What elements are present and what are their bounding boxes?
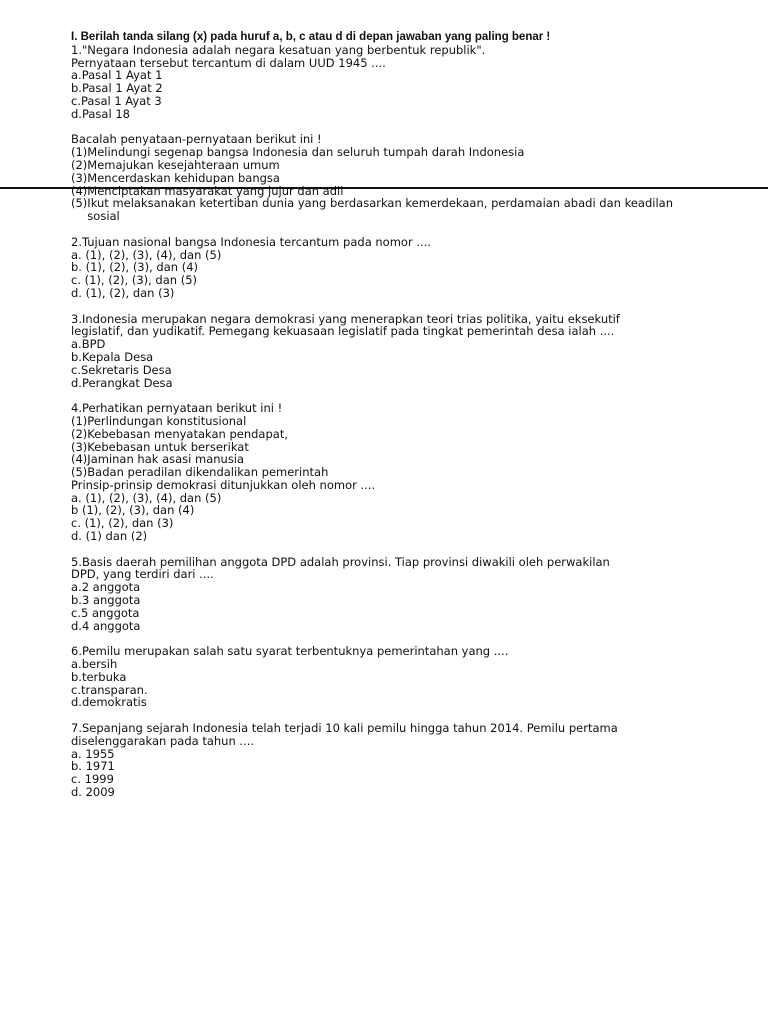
option-row[interactable] (71, 338, 691, 351)
statement-mark: (4) (71, 452, 88, 467)
question-3-number: 3. (71, 311, 82, 326)
option-mark: d. (71, 695, 82, 710)
statement-text: Kebebasan untuk berserikat (87, 439, 249, 454)
statement-mark: (3) (71, 439, 88, 454)
option-mark: c. (71, 605, 81, 620)
question-5-text-2: DPD, yang terdiri dari .... (71, 567, 214, 582)
option-row[interactable] (71, 671, 691, 684)
option-row[interactable]: c. (1), (2), dan (3) (71, 516, 174, 531)
option-row[interactable] (71, 69, 691, 82)
statement-text: Badan peradilan dikendalikan pemerintah (87, 465, 329, 480)
option-row[interactable] (71, 658, 691, 671)
option-text: 2 anggota (81, 580, 141, 595)
option-row[interactable] (71, 594, 691, 607)
option-row[interactable] (71, 696, 691, 709)
statement-text: Mencerdaskan kehidupan bangsa (87, 170, 280, 185)
spacer (71, 543, 691, 556)
option-row[interactable]: a. (1), (2), (3), (4), dan (5) (71, 490, 222, 505)
question-1-number: 1. (71, 42, 82, 57)
option-row[interactable] (71, 351, 691, 364)
option-row[interactable]: a. 1955 (71, 746, 115, 761)
question-1-text-2: Pernyataan tersebut tercantum di dalam UUD 1945 .... (71, 55, 386, 70)
option-mark: c. (71, 93, 81, 108)
statement-mark: (3) (71, 170, 88, 185)
question-7 (71, 722, 691, 735)
option-row[interactable]: d. (1), (2), dan (3) (71, 285, 175, 300)
option-text: transparan. (80, 682, 148, 697)
option-text: Sekretaris Desa (80, 362, 172, 377)
question-7-number: 7. (71, 721, 82, 736)
option-mark: b. (71, 349, 82, 364)
statement-text: Perlindungan konstitusional (87, 413, 247, 428)
question-4 (71, 402, 691, 415)
question-6-text: Pemilu merupakan salah satu syarat terbentuknya pemerintahan yang .... (81, 644, 509, 659)
statement-text: Melindungi segenap bangsa Indonesia dan seluruh tumpah darah Indonesia (87, 145, 525, 160)
option-text: 3 anggota (81, 593, 141, 608)
option-row[interactable]: a. (1), (2), (3), (4), dan (5) (71, 247, 222, 262)
question-5-number: 5. (71, 554, 82, 569)
question-1-text: "Negara Indonesia adalah negara kesatuan yang berbentuk republik". (81, 42, 486, 57)
statement-mark: (5) (71, 465, 88, 480)
passage-intro: Bacalah penyataan-pernyataan berikut ini ! (71, 132, 322, 147)
option-mark: c. (71, 362, 81, 377)
option-text: 4 anggota (81, 618, 141, 633)
option-row[interactable] (71, 377, 691, 390)
option-row[interactable]: b. 1971 (71, 759, 115, 774)
statement-item (71, 428, 691, 441)
option-row[interactable]: d. 2009 (71, 785, 115, 800)
question-2-number: 2. (71, 234, 82, 249)
option-row[interactable] (71, 82, 691, 95)
option-mark: d. (71, 618, 82, 633)
option-mark: b. (71, 669, 82, 684)
question-7-text-2: diselenggarakan pada tahun .... (71, 733, 255, 748)
question-4-text: Perhatikan pernyataan berikut ini ! (81, 401, 283, 416)
option-mark: a. (71, 580, 82, 595)
statement-text: Jaminan hak asasi manusia (87, 452, 245, 467)
option-text: demokratis (81, 695, 147, 710)
option-text: terbuka (81, 669, 127, 684)
question-2 (71, 236, 691, 249)
question-3-text: Indonesia merupakan negara demokrasi yang menerapkan teori trias politika, yaitu eksekutif (81, 311, 620, 326)
option-text: Perangkat Desa (81, 375, 173, 390)
question-6 (71, 645, 691, 658)
option-row[interactable] (71, 581, 691, 594)
option-mark: a. (71, 657, 82, 672)
statement-mark: (4) (71, 183, 88, 198)
statement-item (71, 172, 691, 185)
option-text: 5 anggota (80, 605, 140, 620)
option-text: Pasal 1 Ayat 1 (81, 68, 163, 83)
statement-mark: (1) (71, 145, 88, 160)
statement-text: Menciptakan masyarakat yang jujur dan adil (87, 183, 344, 198)
spacer (71, 223, 691, 236)
option-row[interactable] (71, 607, 691, 620)
statement-mark: (1) (71, 413, 88, 428)
statement-item (71, 415, 691, 428)
option-text: BPD (81, 337, 106, 352)
question-6-number: 6. (71, 644, 82, 659)
question-3-text-2: legislatif, dan yudikatif. Pemegang kekuasaan legislatif pada tingkat pemerintah desa ialah .... (71, 324, 615, 339)
option-mark: a. (71, 68, 82, 83)
option-text: bersih (81, 657, 118, 672)
option-row[interactable] (71, 620, 691, 633)
option-mark: c. (71, 682, 81, 697)
statement-item (71, 197, 691, 223)
option-text: Kepala Desa (81, 349, 154, 364)
spacer (71, 300, 691, 313)
option-row[interactable]: c. 1999 (71, 772, 114, 787)
question-2-text: Tujuan nasional bangsa Indonesia tercantum pada nomor .... (81, 234, 431, 249)
statement-text: Ikut melaksanakan ketertiban dunia yang berdasarkan kemerdekaan, perdamaian abadi dan keadilan sosial (87, 196, 673, 224)
option-text: Pasal 18 (81, 106, 130, 121)
question-7-text: Sepanjang sejarah Indonesia telah terjadi 10 kali pemilu hingga tahun 2014. Pemilu pertama (81, 721, 618, 736)
option-row[interactable] (71, 95, 691, 108)
question-4-number: 4. (71, 401, 82, 416)
statement-mark: (5) (71, 196, 88, 211)
section-heading: I. Berilah tanda silang (x) pada huruf a, b, c atau d di depan jawaban yang paling benar ! (71, 31, 551, 43)
statement-item (71, 159, 691, 172)
option-mark: b. (71, 81, 82, 96)
option-mark: a. (71, 337, 82, 352)
option-mark: d. (71, 375, 82, 390)
statement-item (71, 466, 691, 479)
statement-text: Memajukan kesejahteraan umum (87, 157, 280, 172)
option-row[interactable]: b (1), (2), (3), dan (4) (71, 503, 195, 518)
option-mark: b. (71, 593, 82, 608)
option-text: Pasal 1 Ayat 3 (80, 93, 162, 108)
option-row[interactable]: b. (1), (2), (3), dan (4) (71, 260, 198, 275)
question-5-text: Basis daerah pemilihan anggota DPD adalah provinsi. Tiap provinsi diwakili oleh perwakilan (81, 554, 610, 569)
option-row[interactable] (71, 364, 691, 377)
option-row[interactable] (71, 684, 691, 697)
statement-text: Kebebasan menyatakan pendapat, (87, 426, 288, 441)
question-1 (71, 44, 691, 57)
exam-page (71, 31, 691, 799)
option-text: Pasal 1 Ayat 2 (81, 81, 163, 96)
option-row[interactable]: c. (1), (2), (3), dan (5) (71, 273, 198, 288)
statement-mark: (2) (71, 157, 88, 172)
option-row[interactable] (71, 108, 691, 121)
statement-mark: (2) (71, 426, 88, 441)
question-4-prompt: Prinsip-prinsip demokrasi ditunjukkan oleh nomor .... (71, 477, 376, 492)
option-row[interactable]: d. (1) dan (2) (71, 529, 148, 544)
option-mark: d. (71, 106, 82, 121)
